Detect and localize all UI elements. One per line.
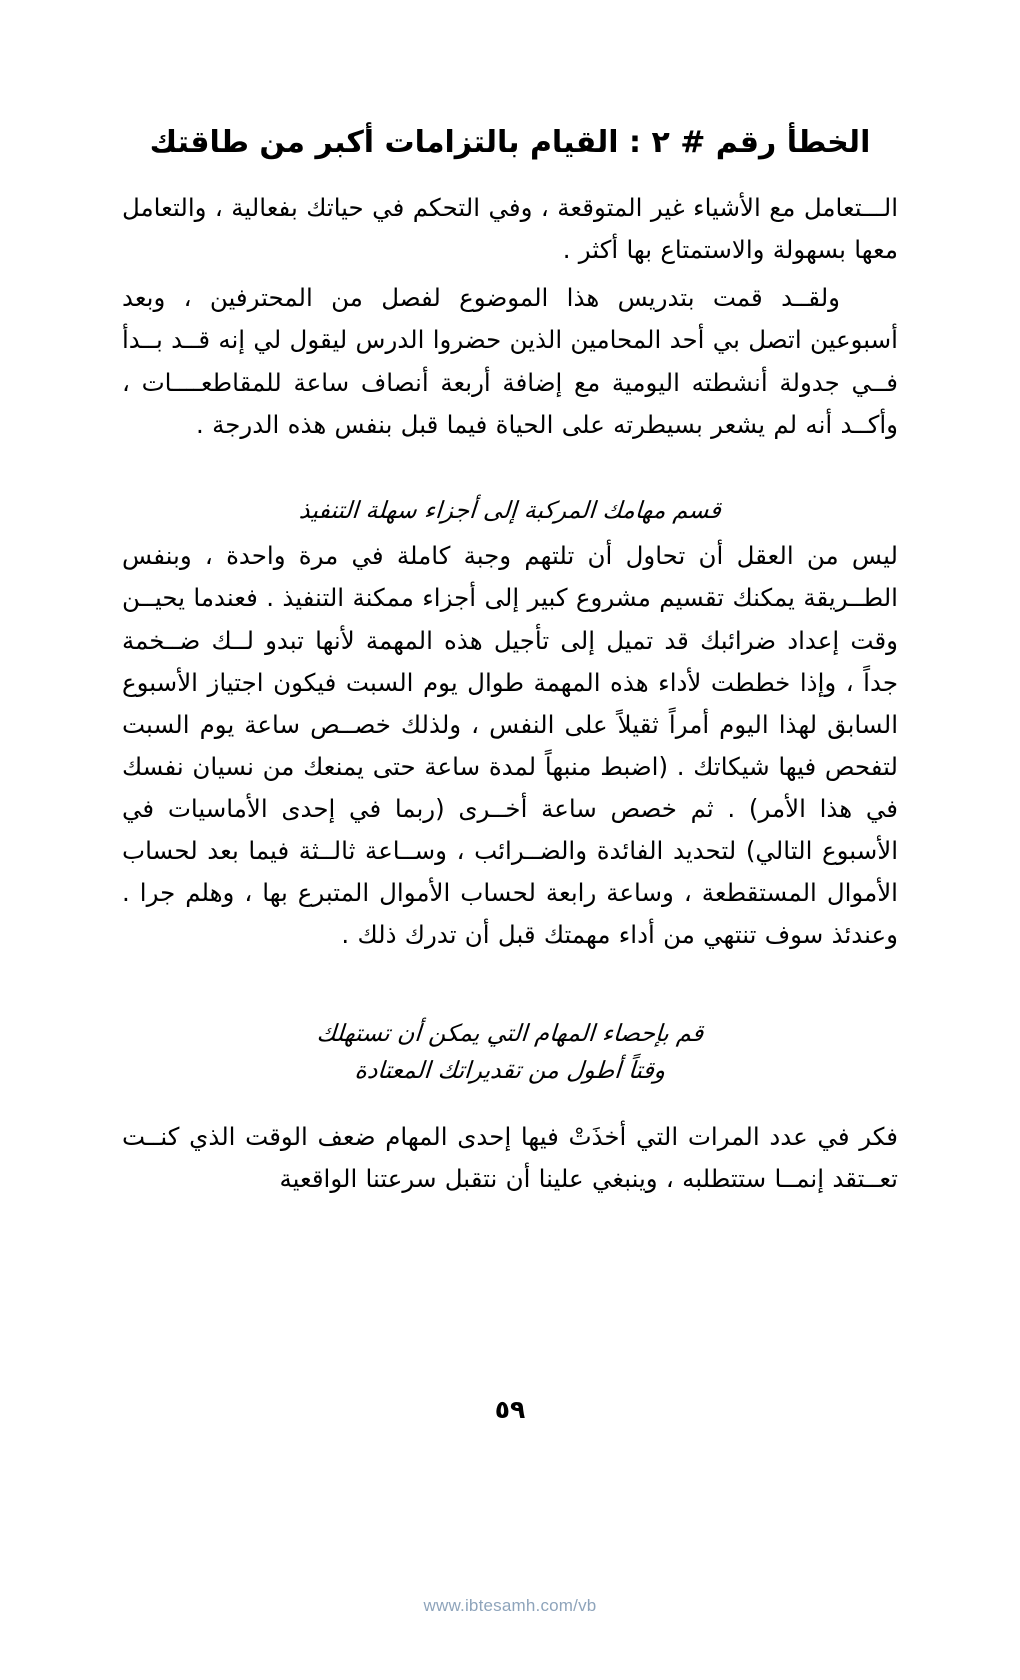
subheading-2-line-2: وقتاً أطول من تقديراتك المعتادة (353, 1056, 667, 1085)
paragraph-1: الـــتعامل مع الأشياء غير المتوقعة ، وفي التحكم في حياتك بفعالية ، والتعامل معها بسهولة والاستمتاع بها أكثر . (122, 193, 898, 265)
paragraph-3: ليس من العقل أن تحاول أن تلتهم وجبة كاملة في مرة واحدة ، وبنفس الطــريقة يمكنك تقسيم مشروع كبير إلى أجزاء ممكنة التنفيذ . فعندما يحيــن وقت إعداد ضرائبك قد تميل إلى تأجيل هذه المهمة لأنها تبدو لــك ضــخمة جداً ، وإذا خططت لأداء هذه المهمة طوال يوم السبت فيكون اجتياز الأسبوع السابق لهذا اليوم أمراً ثقيلاً على النفس ، ولذلك خصــص ساعة يوم السبت لتفحص فيها شيكاتك . (اضبط منبهاً لمدة ساعة حتى يمنعك من نسيان نفسك في هذا الأمر) . ثم خصص ساعة أخــرى (ربما في إحدى الأماسيات في الأسبوع التالي) لتحديد الفائدة والضــرائب ، وســاعة ثالــثة فيما بعد لحساب الأموال المستقطعة ، وساعة رابعة لحساب الأموال المتبرع بها ، وهلم جرا . وعندئذ سوف تنتهي من أداء مهمتك قبل أن تدرك ذلك . (122, 541, 898, 950)
spacer (122, 957, 898, 1015)
page-number: ٥٩ (494, 1395, 526, 1424)
spacer (122, 446, 898, 492)
spacer (122, 1090, 898, 1116)
subheading-1: قسم مهامك المركبة إلى أجزاء سهلة التنفيذ (298, 495, 722, 524)
watermark-url: www.ibtesamh.com/vb (423, 1596, 597, 1615)
subheading-2-line-1: قم بإحصاء المهام التي يمكن أن تستهلك (315, 1018, 705, 1047)
page-content (122, 120, 898, 1200)
paragraph-2: ولقــد قمت بتدريس هذا الموضوع لفصل من المحترفين ، وبعد أسبوعين اتصل بي أحد المحامين الذين حضروا الدرس ليقول لي إنه قــد بــدأ فــي جدولة أنشطته اليومية مع إضافة أربعة أنصاف ساعة للمقاطعــــات ، وأكــد أنه لم يشعر بسيطرته على الحياة فيما قبل بنفس هذه الدرجة . (121, 283, 898, 439)
page-title: الخطأ رقم # ٢ : القيام بالتزامات أكبر من طاقتك (149, 125, 871, 160)
paragraph-4: فكر في عدد المرات التي أخذَتْ فيها إحدى المهام ضعف الوقت الذي كنــت تعــتقد إنمــا ستتطلبه ، وينبغي علينا أن نتقبل سرعتنا الواقعية (122, 1121, 898, 1193)
